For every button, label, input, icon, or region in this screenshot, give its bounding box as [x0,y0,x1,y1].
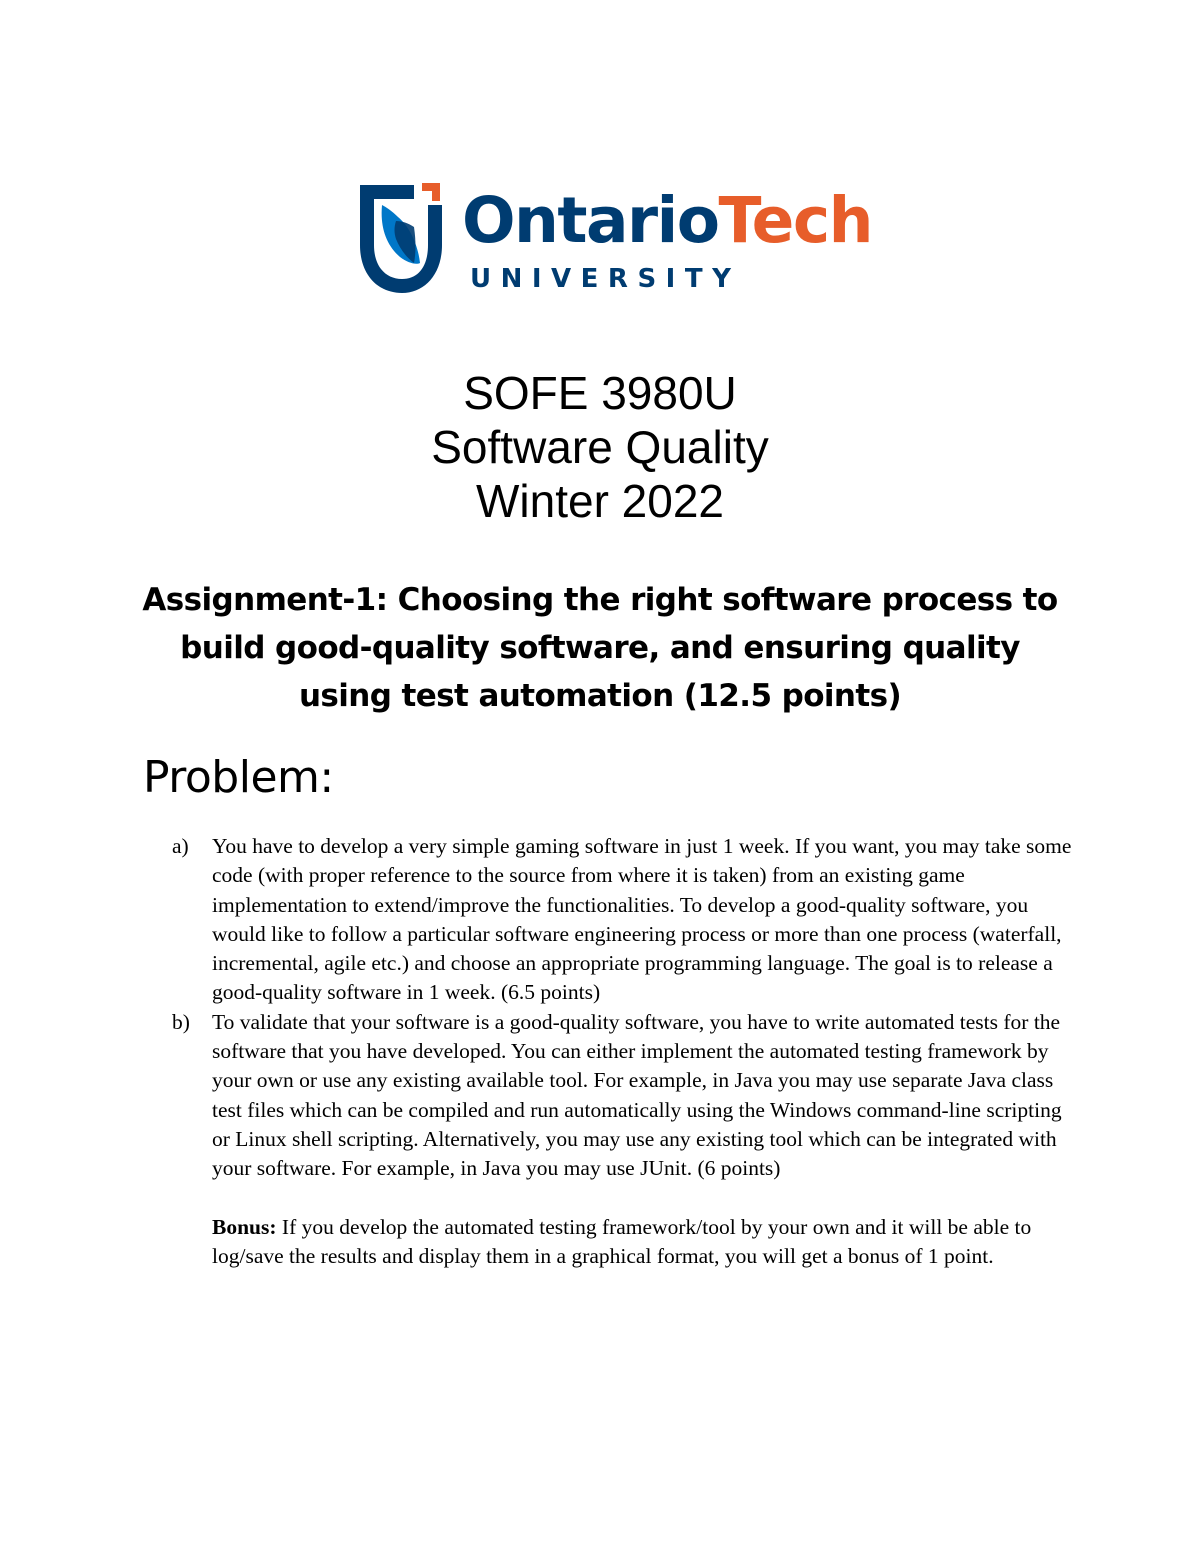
list-item-marker: a) [172,834,189,858]
logo-wordmark [462,184,873,257]
bonus-text: If you develop the automated testing framework/tool by your own and it will be able to log/save the results and display them in a graphical format, you will get a bonus of 1 point. [212,1214,1032,1269]
problem-heading: Problem: [143,752,334,803]
list-item-text: You have to develop a very simple gaming software in just 1 week. If you want, you may take some code (with proper reference to the source from where it is taken) from an existing game implementation to extend/improve the functionalities. To develop a good-quality software, you would like to follow a particular software engineering process or more than one process (waterfall, incremental, agile etc.) and choose an appropriate programming language. The goal is to release a good-quality software in 1 week. (6.5 points) [212,834,1072,1005]
logo-word-tech: Tech [718,184,873,257]
logo-word-ontario: Ontario [462,184,719,257]
course-code: SOFE 3980U [463,367,737,419]
bonus-label: Bonus: [212,1214,277,1239]
university-logo [356,183,873,295]
list-item [172,1008,1072,1184]
course-heading [0,366,1200,528]
list-item-marker: b) [172,1009,190,1034]
logo-subtitle: UNIVERSITY [470,264,741,294]
problem-list [172,832,1072,1271]
ontario-tech-shield-icon [356,183,446,293]
list-item-text: To validate that your software is a good-quality software, you have to write automated tests for the software that you have developed. You can either implement the automated testing framework by your own or use any existing available tool. For example, in Java you may use separate Java class test files which can be compiled and run automatically using the Windows command-line scripting or Linux shell scripting. Alternatively, you may use any existing tool which can be integrated with your software. For example, in Java you may use JUnit. (6 points) [212,1009,1062,1181]
list-item [172,832,1072,1008]
course-name: Software Quality [431,421,769,473]
bonus-paragraph [172,1213,1072,1272]
course-term: Winter 2022 [475,475,724,527]
assignment-title: Assignment-1: Choosing the right software process to build good-quality software, and ensuring quality using test automation (12.5 points) [142,582,1058,714]
